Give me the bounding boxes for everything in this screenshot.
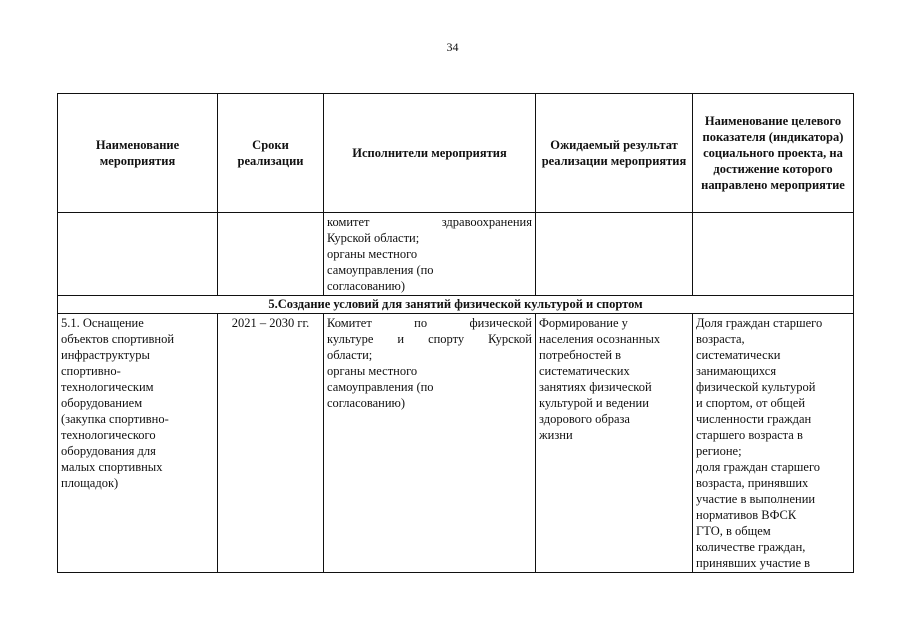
text-line: области; (327, 348, 373, 362)
text-line: занятиях физической (539, 380, 652, 394)
text-line: возраста, принявших (696, 476, 809, 490)
measures-table (57, 93, 854, 573)
text-line: жизни (539, 428, 573, 442)
cell-expected-result (536, 314, 693, 573)
text-line: (закупка спортивно- (61, 412, 169, 426)
cell-empty (218, 213, 324, 296)
header-indicator: Наименование целевого показателя (индикатора) социального проекта, на достижение которого направлено мероприятие (693, 94, 854, 213)
section-heading-row (58, 296, 854, 314)
text-line: систематически (696, 348, 781, 362)
table-header-row (58, 94, 854, 213)
text-line: и спортом, от общей (696, 396, 806, 410)
text-line: органы местного (327, 364, 418, 378)
text-line: ГТО, в общем (696, 524, 771, 538)
text-line: нормативов ВФСК (696, 508, 797, 522)
text-line: согласованию) (327, 396, 406, 410)
text-line: оборудования для (61, 444, 156, 458)
text-line: участие в выполнении (696, 492, 816, 506)
text-line: комитет здравоохранения (327, 215, 532, 229)
cell-measure-name (58, 314, 218, 573)
text-line: оборудованием (61, 396, 143, 410)
text-line: культуре и спорту Курской (327, 332, 532, 346)
text-line: регионе; (696, 444, 742, 458)
text-line: малых спортивных (61, 460, 163, 474)
cell-indicator (693, 314, 854, 573)
text-line: систематических (539, 364, 630, 378)
section-title: 5.Создание условий для занятий физической культурой и спортом (58, 296, 854, 314)
cell-executors (324, 314, 536, 573)
text-line: объектов спортивной (61, 332, 175, 346)
text-line: количестве граждан, (696, 540, 806, 554)
text-line: согласованию) (327, 279, 406, 293)
header-expected-result: Ожидаемый результат реализации мероприятия (536, 94, 693, 213)
text-line: самоуправления (по (327, 263, 434, 277)
text-line: потребностей в (539, 348, 622, 362)
text-line: технологическим (61, 380, 154, 394)
text-line: самоуправления (по (327, 380, 434, 394)
text-line: технологического (61, 428, 156, 442)
header-measure-name: Наименование мероприятия (58, 94, 218, 213)
text-line: Курской области; (327, 231, 420, 245)
text-line: старшего возраста в (696, 428, 803, 442)
text-line: занимающихся (696, 364, 777, 378)
table-row-5-1 (58, 314, 854, 573)
text-line: площадок) (61, 476, 119, 490)
text-line: физической культурой (696, 380, 816, 394)
cell-empty (536, 213, 693, 296)
text-line: инфраструктуры (61, 348, 150, 362)
text-line: Доля граждан старшего (696, 316, 823, 330)
text-line: доля граждан старшего (696, 460, 821, 474)
text-line: Комитет по физической (327, 316, 532, 330)
text-line: возраста, (696, 332, 745, 346)
table-row-continuation (58, 213, 854, 296)
cell-executors (324, 213, 536, 296)
text-line: культурой и ведении (539, 396, 649, 410)
text-line: спортивно- (61, 364, 121, 378)
page-number: 34 (446, 40, 459, 54)
text-line: Формирование у (539, 316, 628, 330)
text-line: принявших участие в (696, 556, 811, 570)
text-line: населения осознанных (539, 332, 661, 346)
header-executors: Исполнители мероприятия (324, 94, 536, 213)
text-line: органы местного (327, 247, 418, 261)
cell-empty (58, 213, 218, 296)
cell-period: 2021 – 2030 гг. (218, 314, 324, 573)
text-line: 5.1. Оснащение (61, 316, 144, 330)
header-period: Сроки реализации (218, 94, 324, 213)
cell-empty (693, 213, 854, 296)
text-line: здорового образа (539, 412, 630, 426)
text-line: численности граждан (696, 412, 812, 426)
